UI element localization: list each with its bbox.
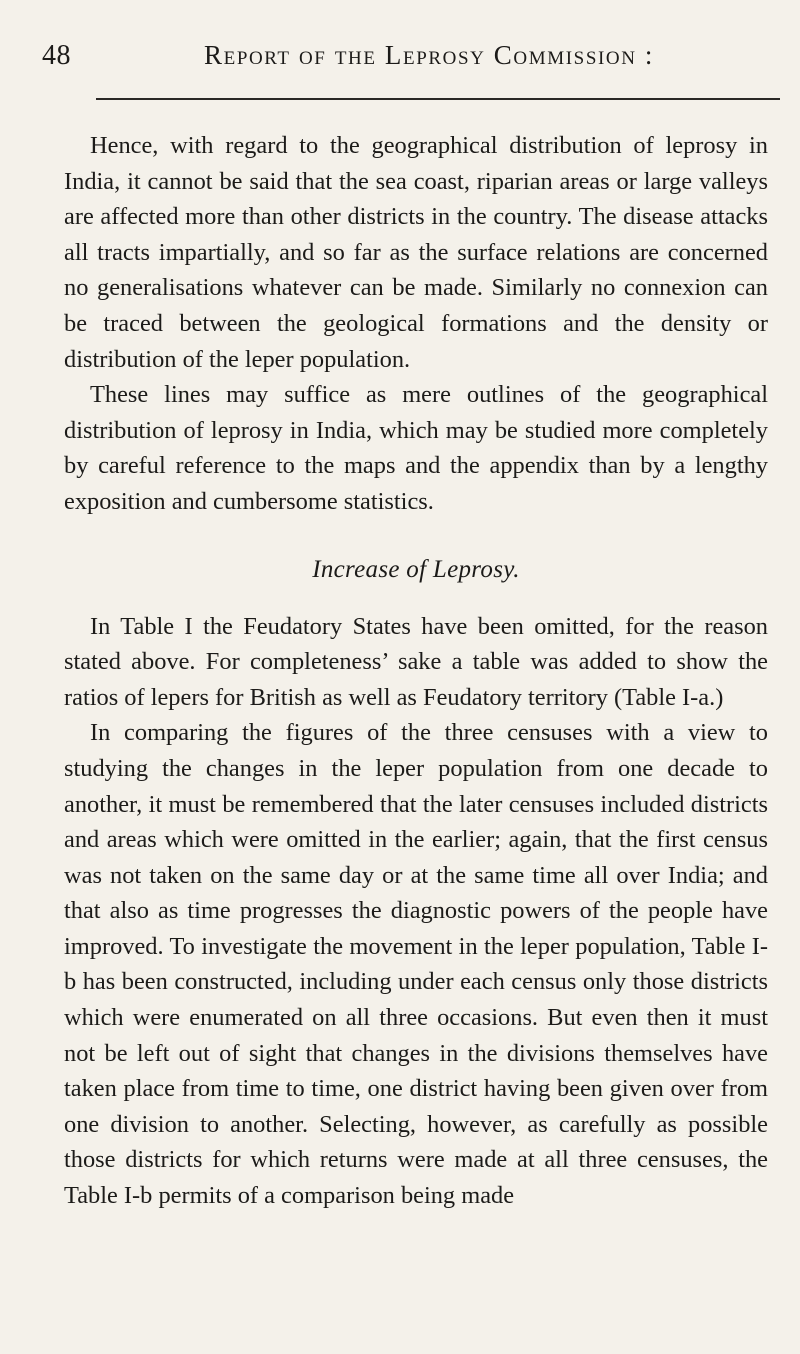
section-heading: Increase of Leprosy. — [312, 555, 520, 583]
header-rule — [96, 98, 780, 100]
paragraph: In comparing the figures of the three censuses with a view to studying the changes in the leper population from one decade to another, it must be remembered that the later censuses included districts and areas which were omitted in the earlier; again, that the first census was not taken on the same day or at the same time all over India; and that also as time progresses the diagnostic powers of the people have improved. To investigate the movement in the leper population, Table I-b has been constructed, including under each census only those districts which were enumerated on all three occasions. But even then it must not be left out of sight that changes in the divisions themselves have taken place from time to time, one district having been given over from one division to another. Selecting, however, as carefully as possible those districts for which returns were made at all three censuses, the Table I-b permits of a comparison being made — [64, 719, 768, 1210]
running-title: Report of the Leprosy Commission : — [204, 40, 655, 70]
paragraph: These lines may suffice as mere outlines of the geographical distribution of leprosy in India, which may be studied more completely by careful reference to the maps and the appendix than by a lengthy exposition and cumbersome statistics. — [64, 381, 768, 515]
paragraph: In Table I the Feudatory States have been omitted, for the reason stated above. For completeness’ sake a table was added to show the ratios of lepers for British as well as Feudatory territory (Table I-a.) — [64, 612, 768, 711]
paragraph: Hence, with regard to the geographical distribution of leprosy in India, it cannot be said that the sea coast, riparian areas or large valleys are affected more than other districts in the country. The disease attacks all tracts impartially, and so far as the surface relations are concerned no generalisations whatever can be made. Similarly no connexion can be traced between the geological formations and the density or distribution of the leper population. — [64, 132, 768, 373]
page-header — [42, 36, 782, 76]
page-number: 48 — [42, 40, 71, 71]
body-text — [64, 128, 768, 1214]
